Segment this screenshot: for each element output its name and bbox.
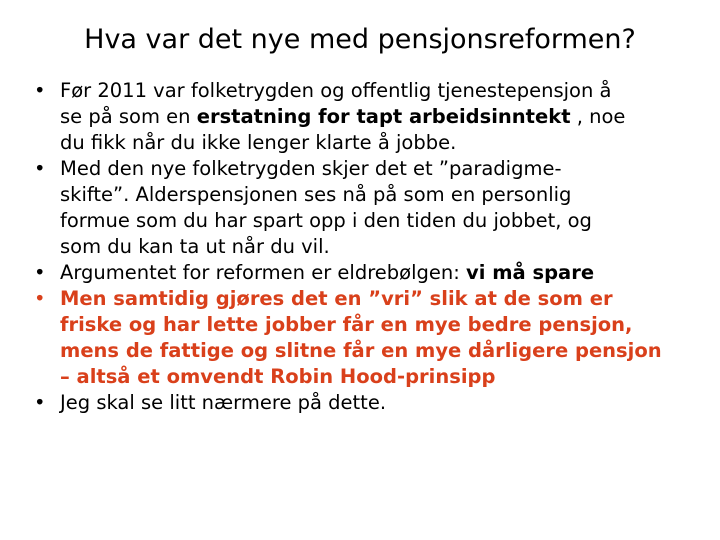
bullet-text — [60, 78, 684, 156]
bullet-dot: • — [34, 391, 46, 414]
bullet-line — [60, 390, 684, 416]
text-segment: som du kan ta ut når du vil. — [60, 235, 330, 258]
bold-text: mens de fattige og slitne får en mye dårligere pensjon — [60, 339, 662, 362]
bullet-list — [34, 78, 684, 416]
text-segment: , noe — [570, 105, 626, 128]
text-segment: formue som du har spart opp i den tiden du jobbet, og — [60, 209, 592, 232]
bullet-line — [60, 182, 684, 208]
bullet-item — [34, 286, 684, 390]
bold-text: friske og har lette jobber får en mye bedre pensjon, — [60, 313, 633, 336]
bullet-dot: • — [34, 261, 46, 284]
bullet-line — [60, 260, 684, 286]
bullet-text — [60, 286, 684, 390]
bullet-line — [60, 130, 684, 156]
text-segment: Jeg skal se litt nærmere på dette. — [60, 391, 387, 414]
text-segment: skifte”. Alderspensjonen ses nå på som en personlig — [60, 183, 572, 206]
text-segment: Med den nye folketrygden skjer det et ”paradigme- — [60, 157, 562, 180]
bullet-line — [60, 208, 684, 234]
bold-text: Men samtidig gjøres det en ”vri” slik at de som er — [60, 287, 613, 310]
bullet-line — [60, 234, 684, 260]
bullet-dot: • — [34, 287, 46, 310]
bullet-line — [60, 364, 684, 390]
bullet-line — [60, 338, 684, 364]
text-segment: Argumentet for reformen er eldrebølgen: — [60, 261, 467, 284]
bullet-item — [34, 156, 684, 260]
bold-text: – altså et omvendt Robin Hood-prinsipp — [60, 365, 496, 388]
bullet-item — [34, 78, 684, 156]
bullet-item — [34, 390, 684, 416]
bullet-line — [60, 104, 684, 130]
bullet-line — [60, 78, 684, 104]
bold-text: vi må spare — [466, 261, 595, 284]
bold-text: erstatning for tapt arbeidsinntekt — [196, 105, 571, 128]
bullet-text — [60, 390, 684, 416]
bullet-item — [34, 260, 684, 286]
bullet-line — [60, 286, 684, 312]
text-segment: du fikk når du ikke lenger klarte å jobbe. — [60, 131, 457, 154]
bullet-text — [60, 156, 684, 260]
bullet-text — [60, 260, 684, 286]
bullet-line — [60, 312, 684, 338]
text-segment: se på som en — [60, 105, 197, 128]
text-segment: Før 2011 var folketrygden og offentlig tjenestepensjon å — [60, 79, 612, 102]
slide-title: Hva var det nye med pensjonsreformen? — [84, 24, 636, 55]
bullet-dot: • — [34, 79, 46, 102]
bullet-dot: • — [34, 157, 46, 180]
bullet-line — [60, 156, 684, 182]
